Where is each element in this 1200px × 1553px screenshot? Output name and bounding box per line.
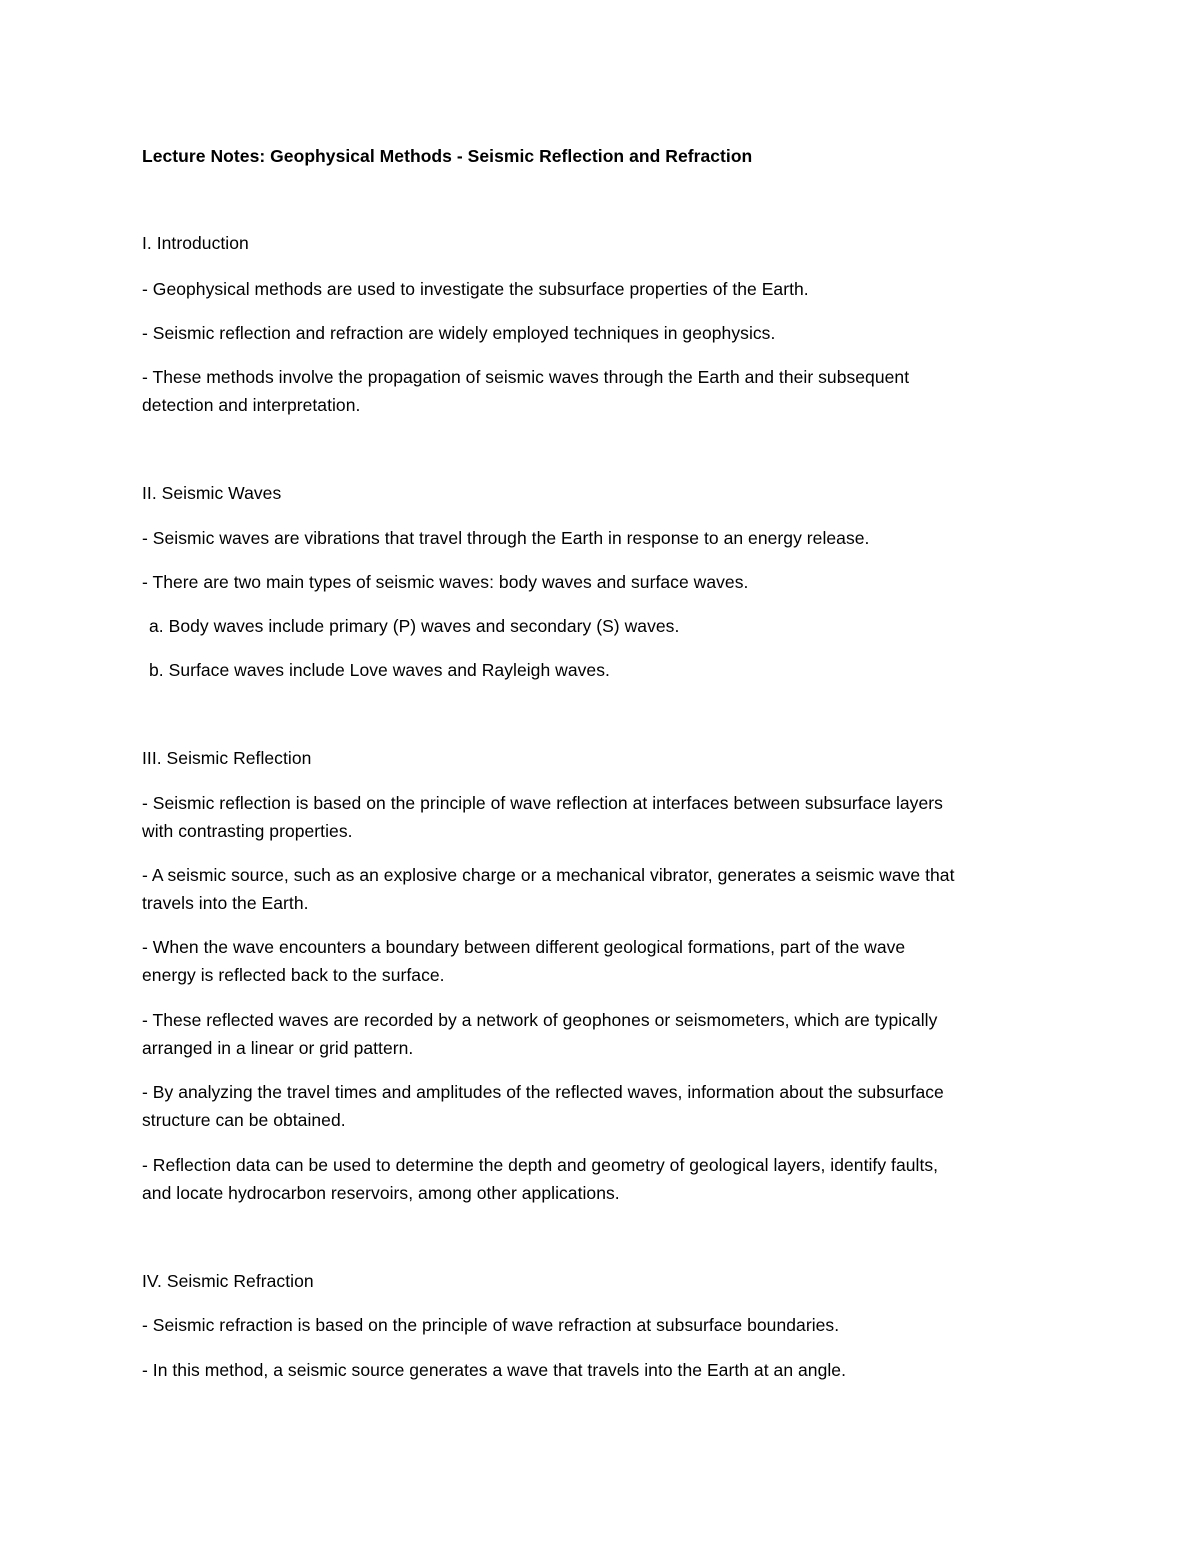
list-item: - Seismic waves are vibrations that travel through the Earth in response to an energy release. — [142, 528, 870, 548]
list-item-continuation: energy is reflected back to the surface. — [142, 965, 445, 985]
list-item: - Geophysical methods are used to investigate the subsurface properties of the Earth. — [142, 279, 809, 299]
list-item-continuation: structure can be obtained. — [142, 1110, 346, 1130]
list-item: - A seismic source, such as an explosive charge or a mechanical vibrator, generates a seismic wave that — [142, 865, 955, 885]
list-item: - By analyzing the travel times and amplitudes of the reflected waves, information about the subsurface — [142, 1082, 944, 1102]
section-heading-seismic-refraction: IV. Seismic Refraction — [142, 1271, 314, 1291]
sub-list-item: b. Surface waves include Love waves and Rayleigh waves. — [149, 660, 610, 680]
list-item-continuation: and locate hydrocarbon reservoirs, among other applications. — [142, 1183, 620, 1203]
list-item: - Reflection data can be used to determine the depth and geometry of geological layers, identify faults, — [142, 1155, 939, 1175]
list-item: - Seismic reflection is based on the principle of wave reflection at interfaces between subsurface layers — [142, 793, 943, 813]
section-heading-seismic-waves: II. Seismic Waves — [142, 483, 282, 503]
section-heading-introduction: I. Introduction — [142, 233, 249, 253]
list-item-continuation: with contrasting properties. — [142, 821, 353, 841]
list-item-continuation: detection and interpretation. — [142, 395, 361, 415]
list-item: - Seismic refraction is based on the principle of wave refraction at subsurface boundaries. — [142, 1315, 840, 1335]
list-item: - These reflected waves are recorded by a network of geophones or seismometers, which are typically — [142, 1010, 938, 1030]
list-item-continuation: arranged in a linear or grid pattern. — [142, 1038, 414, 1058]
list-item-continuation: travels into the Earth. — [142, 893, 309, 913]
list-item: - These methods involve the propagation of seismic waves through the Earth and their subsequent — [142, 367, 910, 387]
section-heading-seismic-reflection: III. Seismic Reflection — [142, 748, 312, 768]
sub-list-item: a. Body waves include primary (P) waves and secondary (S) waves. — [149, 616, 680, 636]
list-item: - When the wave encounters a boundary between different geological formations, part of the wave — [142, 937, 906, 957]
document-title: Lecture Notes: Geophysical Methods - Seismic Reflection and Refraction — [142, 146, 753, 166]
list-item: - There are two main types of seismic waves: body waves and surface waves. — [142, 572, 749, 592]
list-item: - In this method, a seismic source generates a wave that travels into the Earth at an angle. — [142, 1360, 847, 1380]
list-item: - Seismic reflection and refraction are widely employed techniques in geophysics. — [142, 323, 776, 343]
